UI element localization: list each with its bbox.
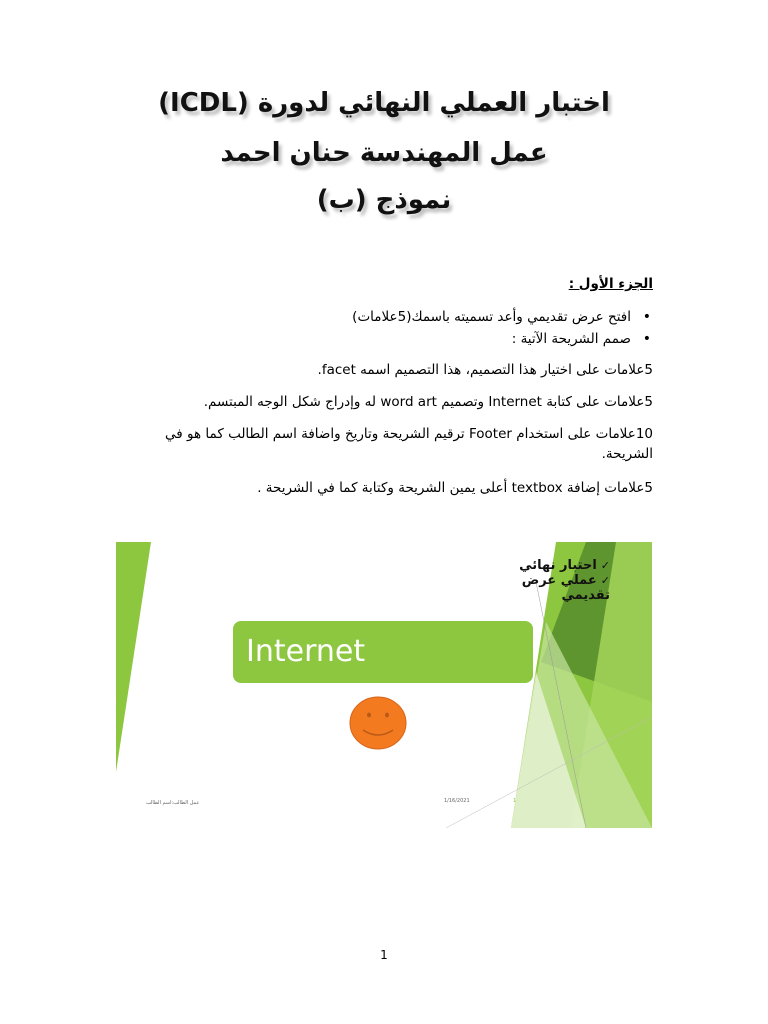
checklist-item: ✓احتبار نهائي (519, 558, 610, 573)
checklist-item: ✓عملي عرض (521, 573, 610, 588)
title-line-2: عمل المهندسة حنان احمد (220, 138, 548, 168)
task-item: 10علامات على استخدام Footer ترقيم الشريحة وتاريخ واضافة اسم الطالب كما هو في الشريحة. (165, 426, 653, 462)
check-icon: ✓ (600, 559, 610, 572)
bullet-item: • افتح عرض تقديمي وأعد تسميته باسمك(5علامات) (91, 306, 631, 328)
slide-image (116, 542, 652, 828)
wordart-internet: Internet (233, 621, 533, 683)
task-item: 5علامات على كتابة Internet وتصميم word art له وإدراج شكل الوجه المبتسم. (203, 394, 653, 410)
slide-number: 1 (513, 798, 517, 804)
bullet-list (91, 306, 653, 350)
task-item: 5علامات على اختيار هذا التصميم، هذا التصميم اسمه facet. (317, 362, 653, 378)
title-line-1: اختبار العملي النهائي لدورة (ICDL) (158, 88, 610, 118)
title-line-3: نموذج (ب) (316, 185, 452, 215)
check-icon: ✓ (600, 574, 610, 587)
slide-footer-text: عمل الطالب:اسم الطالب (146, 800, 200, 806)
smiley-face-icon (349, 696, 407, 750)
part-heading: الجزء الأول : (568, 276, 653, 292)
slide-footer-date: 1/16/2021 (444, 798, 470, 804)
checklist-item: تقديمي (561, 588, 610, 603)
slide-checklist (519, 558, 610, 603)
task-item: 5علامات إضافة textbox أعلى يمين الشريحة وكتابة كما في الشريحة . (257, 480, 653, 496)
page-number: 1 (380, 948, 388, 962)
bullet-item: • صمم الشريحة الآتية : (91, 328, 631, 350)
